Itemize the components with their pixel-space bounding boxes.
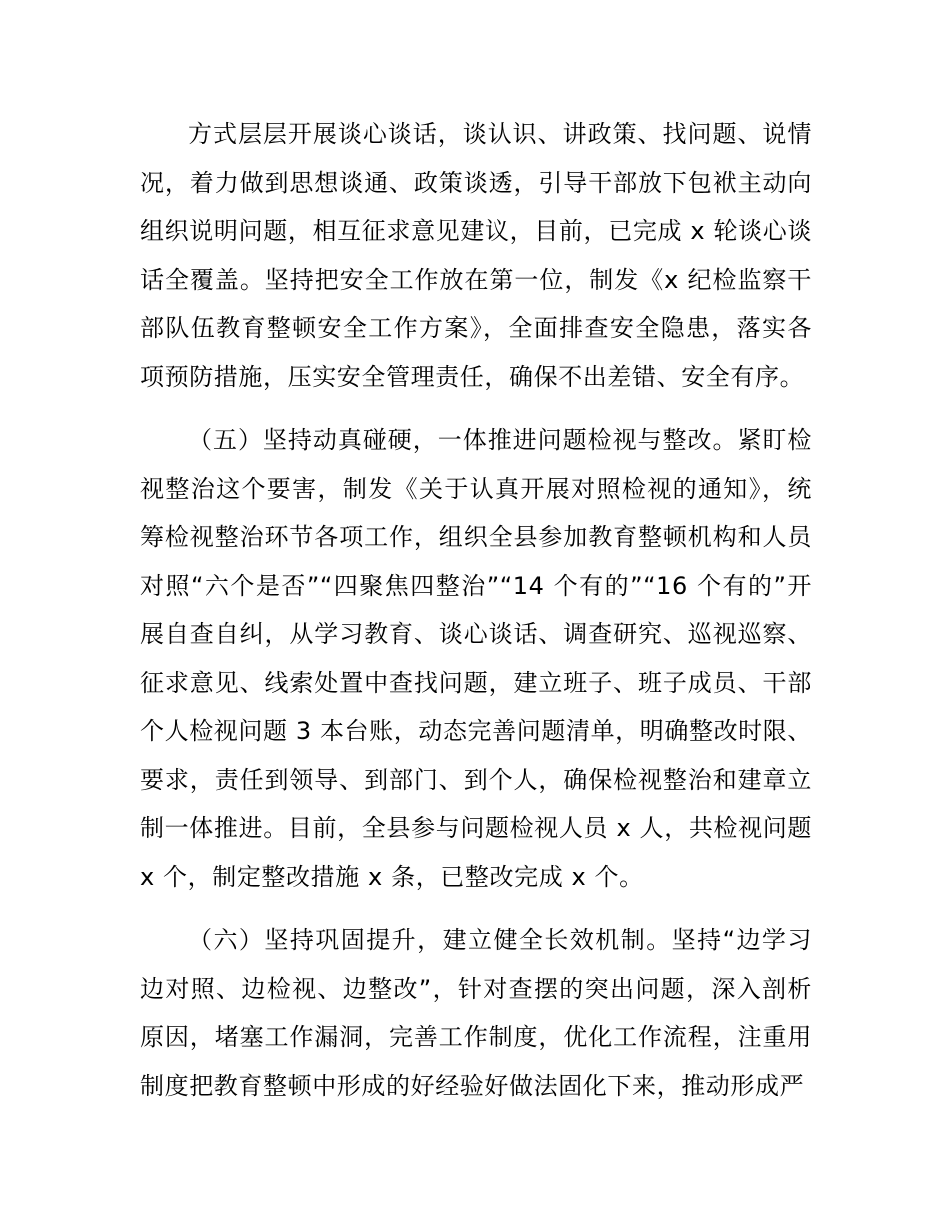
paragraph-section-six: （六）坚持巩固提升，建立健全长效机制。坚持“边学习边对照、边检视、边整改”，针对查摆的突出问题，深入剖析原因，堵塞工作漏洞，完善工作制度，优化工作流程，注重用制度把教育整顿中形成的好经验好做法固化下来，推动形成严 (140, 926, 812, 1100)
document-body (140, 110, 812, 1125)
paragraph-talk-and-safety: 方式层层开展谈心谈话，谈认识、讲政策、找问题、说情况，着力做到思想谈通、政策谈透，引导干部放下包袱主动向组织说明问题，相互征求意见建议，目前，已完成 x 轮谈心谈话全覆盖。坚持把安全工作放在第一位，制发《x 纪检监察干部队伍教育整顿安全工作方案》，全面排查安全隐患，落实各项预防措施，压实安全管理责任，确保不出差错、安全有序。 (140, 120, 812, 391)
paragraph-section-five: （五）坚持动真碰硬，一体推进问题检视与整改。紧盯检视整治这个要害，制发《关于认真开展对照检视的通知》，统筹检视整治环节各项工作，组织全县参加教育整顿机构和人员对照“六个是否”“四聚焦四整治”“14 个有的”“16 个有的”开展自查自纠，从学习教育、谈心谈话、调查研究、巡视巡察、征求意见、线索处置中查找问题，建立班子、班子成员、干部个人检视问题 3 本台账，动态完善问题清单，明确整改时限、要求，责任到领导、到部门、到个人，确保检视整治和建章立制一体推进。目前，全县参与问题检视人员 x 人，共检视问题 x 个，制定整改措施 x 条，已整改完成 x 个。 (140, 426, 812, 891)
